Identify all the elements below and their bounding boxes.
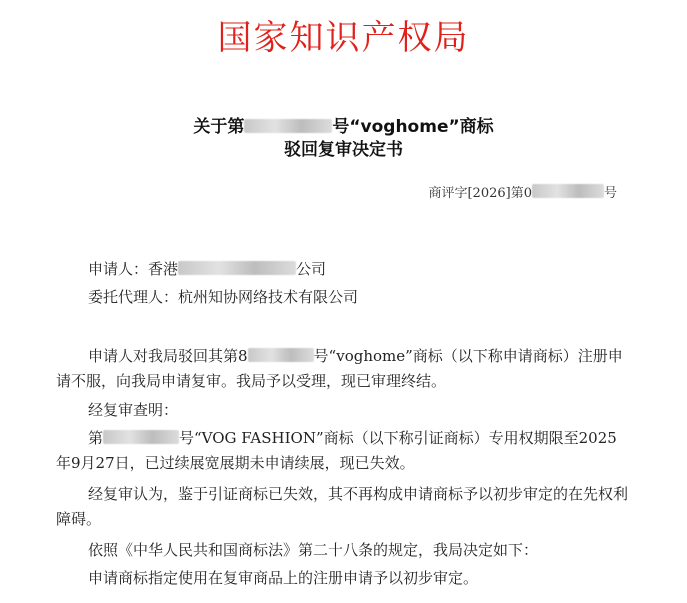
document-number [428, 184, 617, 203]
paragraph-background-prefix: 申请人对我局驳回其第8 [88, 347, 248, 365]
paragraph-background-suffix: 号“voghome”商标（以下称申请商标）注册申请不服，向我局申请复审。我局予以受理，现已审理终结。 [56, 347, 623, 390]
agent-line: 委托代理人：杭州知协网络技术有限公司 [88, 288, 359, 306]
paragraph-findings-prefix: 第 [88, 429, 104, 447]
redacted-document-number [532, 184, 604, 198]
paragraph-findings-heading: 经复审查明： [88, 401, 179, 419]
paragraph-legal-basis: 依照《中华人民共和国商标法》第二十八条的规定，我局决定如下： [88, 541, 539, 559]
title-suffix: 号“voghome”商标 [332, 117, 494, 137]
redacted-cited-mark-number [103, 430, 179, 444]
applicant-line [56, 257, 628, 282]
paragraph-decision: 申请商标指定使用在复审商品上的注册申请予以初步审定。 [88, 569, 479, 587]
title-prefix: 关于第 [193, 117, 245, 137]
paragraph-reasoning: 经复审认为，鉴于引证商标已失效，其不再构成申请商标予以初步审定的在先权利障碍。 [56, 485, 629, 528]
agency-header: 国家知识产权局 [217, 18, 470, 58]
redacted-applicant-name [178, 261, 296, 275]
redacted-mark-number [244, 119, 332, 133]
applicant-suffix: 公司 [296, 260, 327, 278]
paragraph-findings-suffix: 号“VOG FASHION”商标（以下称引证商标）专用权期限至2025年9月27日，已过续展宽展期未申请续展，现已失效。 [56, 429, 617, 472]
applicant-prefix: 申请人：香港 [88, 260, 179, 278]
document-number-suffix: 号 [603, 186, 617, 201]
decision-title [0, 116, 687, 162]
title-line-2: 驳回复审决定书 [284, 140, 403, 160]
document-number-prefix: 商评字[2026]第0 [428, 186, 532, 201]
title-line-1 [0, 116, 687, 139]
redacted-application-number [248, 348, 314, 362]
paragraph-findings [56, 426, 628, 476]
paragraph-background [56, 344, 628, 394]
